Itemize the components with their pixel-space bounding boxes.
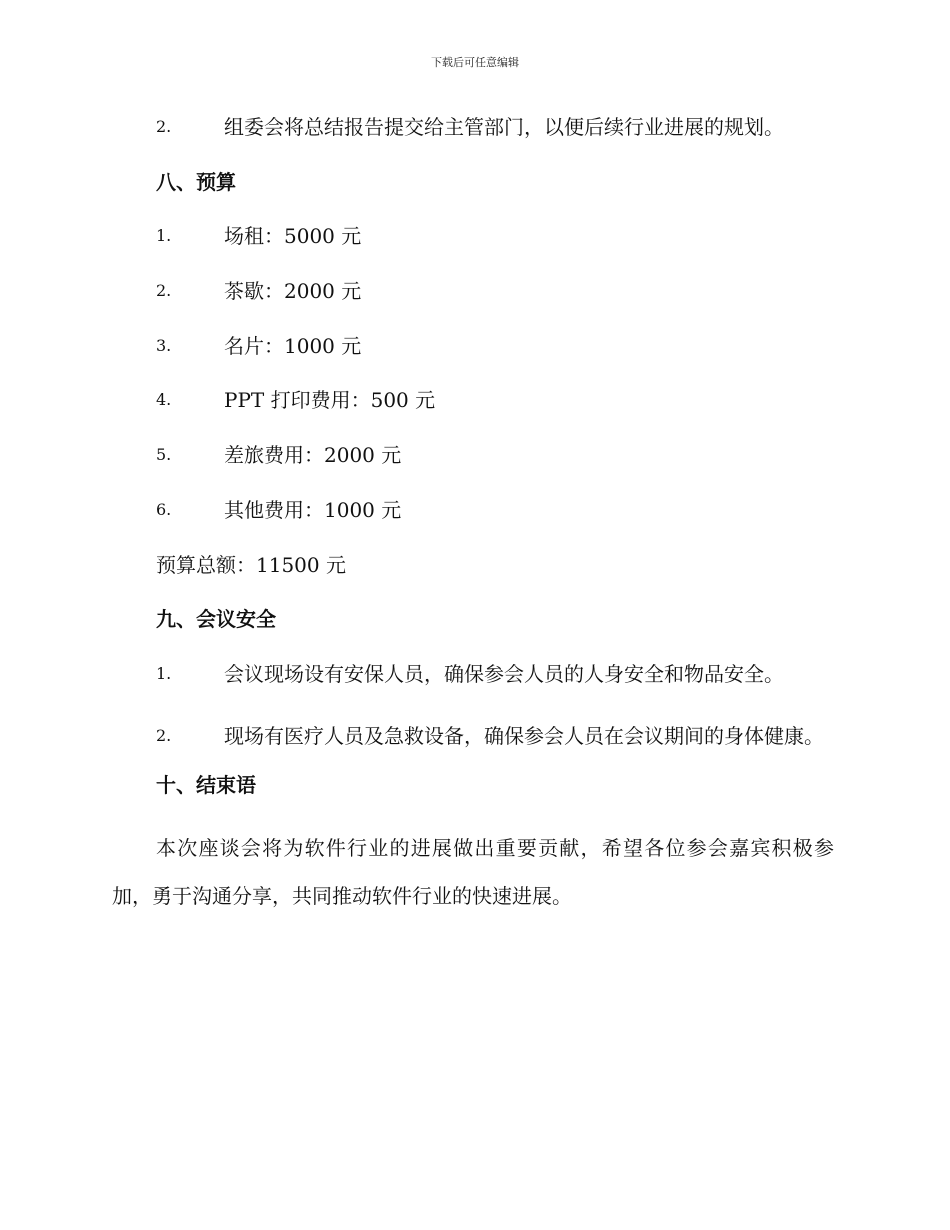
document-body: [112, 108, 834, 920]
list-item-number: 1.: [156, 226, 172, 246]
list-item-text: 名片：1000 元: [224, 333, 362, 358]
list-item-text: 会议现场设有安保人员，确保参会人员的人身安全和物品安全。: [224, 661, 784, 686]
list-item-number: 3.: [156, 335, 172, 355]
list-item-number: 6.: [156, 499, 172, 519]
list-item-text: 组委会将总结报告提交给主管部门，以便后续行业进展的规划。: [224, 115, 784, 139]
budget-total: 预算总额：11500 元: [156, 552, 346, 577]
list-item-number: 2.: [156, 117, 172, 136]
list-item: [112, 327, 834, 382]
list-item-text: 场租：5000 元: [224, 224, 362, 249]
list-item: [112, 272, 834, 327]
closing-paragraph: 本次座谈会将为软件行业的进展做出重要贡献，希望各位参会嘉宾积极参加，勇于沟通分享，共同推动软件行业的快速进展。: [112, 836, 834, 909]
list-item: [112, 108, 834, 163]
section-heading-closing: 十、结束语: [156, 772, 256, 797]
list-item-text: 差旅费用：2000 元: [224, 443, 402, 468]
page-header-note: 下载后可任意编辑: [431, 56, 519, 69]
list-item: [112, 436, 834, 491]
list-item: [112, 655, 834, 710]
list-item-text: PPT 打印费用：500 元: [224, 388, 436, 413]
section-heading-safety: 九、会议安全: [156, 607, 276, 632]
section-heading-budget: 八、预算: [156, 169, 236, 194]
list-item: [112, 381, 834, 436]
list-item-text: 茶歇：2000 元: [224, 279, 362, 304]
list-item: [112, 491, 834, 546]
list-item-text: 其他费用：1000 元: [224, 497, 402, 522]
list-item-number: 5.: [156, 445, 172, 465]
list-item-number: 2.: [156, 725, 172, 745]
list-item-number: 1.: [156, 663, 172, 683]
list-item-text: 现场有医疗人员及急救设备，确保参会人员在会议期间的身体健康。: [224, 723, 824, 748]
list-item: [112, 710, 834, 760]
list-item: [112, 217, 834, 272]
list-item-number: 2.: [156, 281, 172, 301]
list-item-number: 4.: [156, 390, 172, 410]
